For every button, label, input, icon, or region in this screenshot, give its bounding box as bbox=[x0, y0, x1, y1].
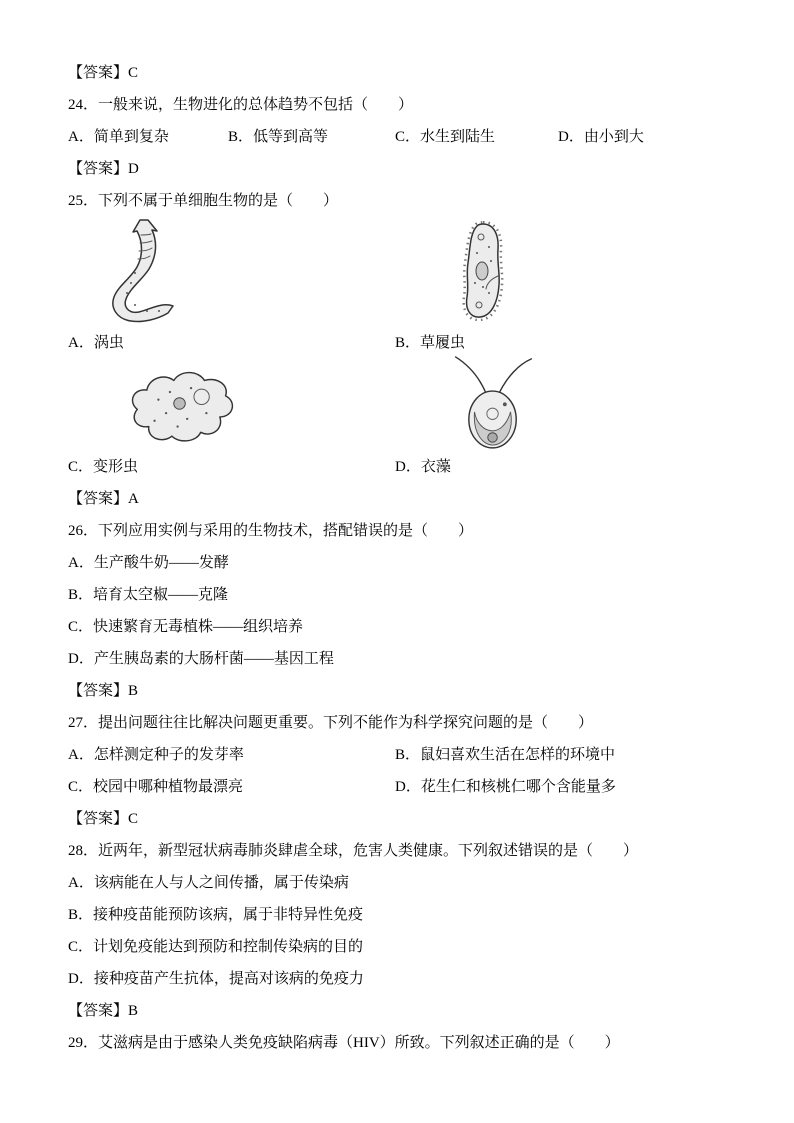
paramecium-sketch bbox=[455, 221, 510, 321]
question-26-stem: 26．下列应用实例与采用的生物技术，搭配错误的是（ ） bbox=[68, 523, 474, 539]
answer-q25: 【答案】A bbox=[68, 491, 139, 507]
question-28-stem: 28．近两年，新型冠状病毒肺炎肆虐全球，危害人类健康。下列叙述错误的是（ ） bbox=[68, 843, 639, 859]
option-28-b: B．接种疫苗能预防该病，属于非特异性免疫 bbox=[68, 907, 364, 923]
option-26-a: A．生产酸牛奶——发酵 bbox=[68, 555, 229, 571]
answer-q27: 【答案】C bbox=[68, 811, 139, 827]
question-27-options-row1 bbox=[68, 739, 734, 771]
chlamydomonas-sketch bbox=[448, 351, 538, 451]
question-27-stem: 27．提出问题往往比解决问题更重要。下列不能作为科学探究问题的是（ ） bbox=[68, 715, 594, 731]
option-27-b: B．鼠妇喜欢生活在怎样的环境中 bbox=[395, 747, 616, 763]
question-25-labels-bottom bbox=[68, 451, 734, 483]
answer-q28: 【答案】B bbox=[68, 1003, 139, 1019]
option-24-a: A．简单到复杂 bbox=[68, 129, 169, 145]
option-28-a: A．该病能在人与人之间传播，属于传染病 bbox=[68, 875, 349, 891]
option-28-c: C．计划免疫能达到预防和控制传染病的目的 bbox=[68, 939, 364, 955]
answer-q24: 【答案】D bbox=[68, 161, 139, 177]
question-24-stem: 24．一般来说，生物进化的总体趋势不包括（ ） bbox=[68, 97, 414, 113]
question-25-labels-top bbox=[68, 327, 734, 359]
question-25-figures-top bbox=[68, 217, 734, 327]
option-25-b: B．草履虫 bbox=[395, 335, 466, 351]
option-27-d: D．花生仁和核桃仁哪个含能量多 bbox=[395, 779, 616, 795]
option-26-d: D．产生胰岛素的大肠杆菌——基因工程 bbox=[68, 651, 334, 667]
option-25-a: A．涡虫 bbox=[68, 335, 124, 351]
answer-q26: 【答案】B bbox=[68, 683, 139, 699]
question-25-stem: 25．下列不属于单细胞生物的是（ ） bbox=[68, 193, 339, 209]
question-24-options bbox=[68, 121, 734, 153]
question-27-options-row2 bbox=[68, 771, 734, 803]
answer-q23: 【答案】C bbox=[68, 65, 139, 81]
option-25-d: D．衣藻 bbox=[395, 459, 451, 475]
amoeba-sketch bbox=[120, 363, 240, 445]
question-29-stem: 29．艾滋病是由于感染人类免疫缺陷病毒（HIV）所致。下列叙述正确的是（ ） bbox=[68, 1035, 620, 1051]
option-26-b: B．培育太空椒——克隆 bbox=[68, 587, 229, 603]
option-24-d: D．由小到大 bbox=[558, 129, 644, 145]
option-26-c: C．快速繁育无毒植株——组织培养 bbox=[68, 619, 304, 635]
option-24-c: C．水生到陆生 bbox=[395, 129, 496, 145]
option-27-a: A．怎样测定种子的发芽率 bbox=[68, 747, 244, 763]
option-27-c: C．校园中哪种植物最漂亮 bbox=[68, 779, 244, 795]
option-28-d: D．接种疫苗产生抗体，提高对该病的免疫力 bbox=[68, 971, 364, 987]
option-24-b: B．低等到高等 bbox=[228, 129, 329, 145]
question-25-figures-bottom bbox=[68, 359, 734, 451]
option-25-c: C．变形虫 bbox=[68, 459, 139, 475]
planarian-sketch bbox=[105, 217, 185, 325]
